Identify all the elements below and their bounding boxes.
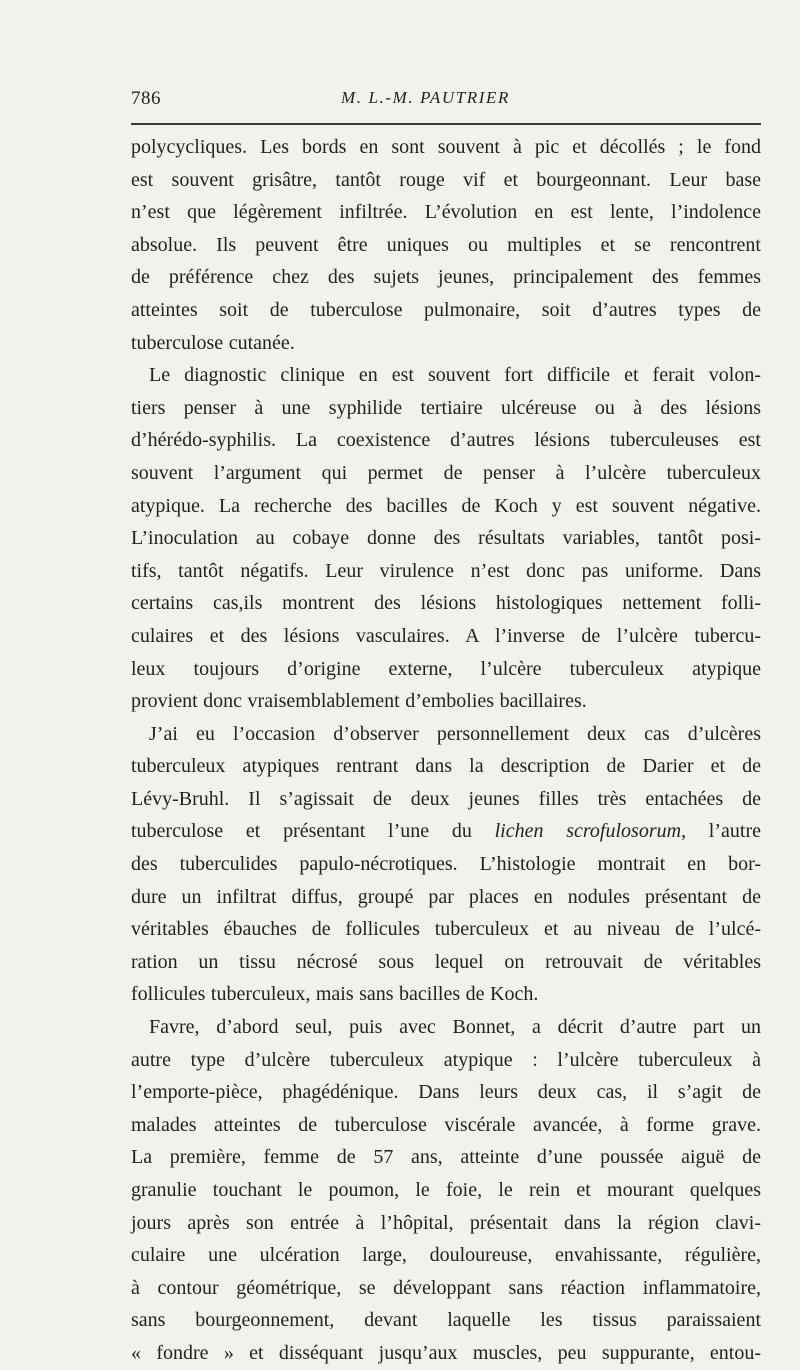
text-line: Le diagnostic clinique en est souvent fort difficile et ferait volon- <box>149 364 761 387</box>
text-line: l’emporte-pièce, phagédénique. Dans leurs deux cas, il s’agit de <box>131 1081 761 1104</box>
text-line: autre type d’ulcère tuberculeux atypique : l’ulcère tuberculeux à <box>131 1048 761 1071</box>
text-line: tifs, tantôt négatifs. Leur virulence n’est donc pas uniforme. Dans <box>131 559 761 582</box>
running-head: M. L.-M. PAUTRIER <box>341 88 511 107</box>
text-line: Lévy-Bruhl. Il s’agissait de deux jeunes filles très entachées de <box>131 787 761 810</box>
text-line: certains cas,ils montrent des lésions histologiques nettement folli- <box>131 592 761 615</box>
page-number: 786 <box>131 88 161 109</box>
text-line: jours après son entrée à l’hôpital, présentait dans la région clavi- <box>131 1211 761 1234</box>
text-line: atteintes soit de tuberculose pulmonaire, soit d’autres types de <box>131 298 761 321</box>
page-header <box>131 88 761 114</box>
text-line: granulie touchant le poumon, le foie, le rein et mourant quelques <box>131 1179 761 1201</box>
text-line: polycycliques. Les bords en sont souvent à pic et décollés ; le fond <box>131 136 761 158</box>
text-line: tuberculeux atypiques rentrant dans la description de Darier et de <box>131 755 761 778</box>
text-line: souvent l’argument qui permet de penser à l’ulcère tuberculeux <box>131 461 761 484</box>
text-line: véritables ébauches de follicules tuberculeux et au niveau de l’ulcé- <box>131 918 761 941</box>
text-line: leux toujours d’origine externe, l’ulcère tuberculeux atypique <box>131 657 761 680</box>
text-line: tuberculose cutanée. <box>131 331 295 354</box>
text-line: sans bourgeonnement, devant laquelle les tissus paraissaient <box>131 1309 761 1332</box>
text-line-with-italic <box>131 815 761 848</box>
text-line: est souvent grisâtre, tantôt rouge vif et bourgeonnant. Leur base <box>131 168 761 191</box>
text-line: malades atteintes de tuberculose viscérale avancée, à forme grave. <box>131 1113 761 1136</box>
header-rule <box>131 123 761 125</box>
text-line: follicules tuberculeux, mais sans bacilles de Koch. <box>131 983 539 1006</box>
text-line: L’inoculation au cobaye donne des résultats variables, tantôt posi- <box>131 527 761 550</box>
text-line: provient donc vraisemblablement d’embolies bacillaires. <box>131 690 587 713</box>
text-line: ration un tissu nécrosé sous lequel on retrouvait de véritables <box>131 950 761 973</box>
text-line: culaire une ulcération large, douloureuse, envahissante, régulière, <box>131 1244 761 1267</box>
text-line: J’ai eu l’occasion d’observer personnellement deux cas d’ulcères <box>149 722 761 745</box>
body-text <box>131 131 761 1370</box>
text-line: d’hérédo-syphilis. La coexistence d’autres lésions tuberculeuses est <box>131 429 761 452</box>
text-line: des tuberculides papulo-nécrotiques. L’histologie montrait en bor- <box>131 853 761 876</box>
text-line: atypique. La recherche des bacilles de Koch y est souvent négative. <box>131 494 761 517</box>
text-line: culaires et des lésions vasculaires. A l’inverse de l’ulcère tubercu- <box>131 624 761 647</box>
text-line: n’est que légèrement infiltrée. L’évolution en est lente, l’indolence <box>131 201 761 224</box>
text-segment: tuberculose et présentant l’une du <box>131 820 495 843</box>
text-line: « fondre » et disséquant jusqu’aux muscles, peu suppurante, entou- <box>131 1341 761 1364</box>
text-line: La première, femme de 57 ans, atteinte d’une poussée aiguë de <box>131 1146 761 1169</box>
text-line: de préférence chez des sujets jeunes, principalement des femmes <box>131 266 761 289</box>
text-line: tiers penser à une syphilide tertiaire ulcéreuse ou à des lésions <box>131 396 761 419</box>
text-line: dure un infiltrat diffus, groupé par places en nodules présentant de <box>131 885 761 908</box>
italic-term: lichen scrofulosorum <box>494 820 682 843</box>
text-segment: , l’autre <box>681 820 761 843</box>
text-line: Favre, d’abord seul, puis avec Bonnet, a décrit d’autre part un <box>149 1016 761 1039</box>
text-line: à contour géométrique, se développant sans réaction inflammatoire, <box>131 1276 761 1299</box>
text-line: absolue. Ils peuvent être uniques ou multiples et se rencontrent <box>131 233 761 256</box>
